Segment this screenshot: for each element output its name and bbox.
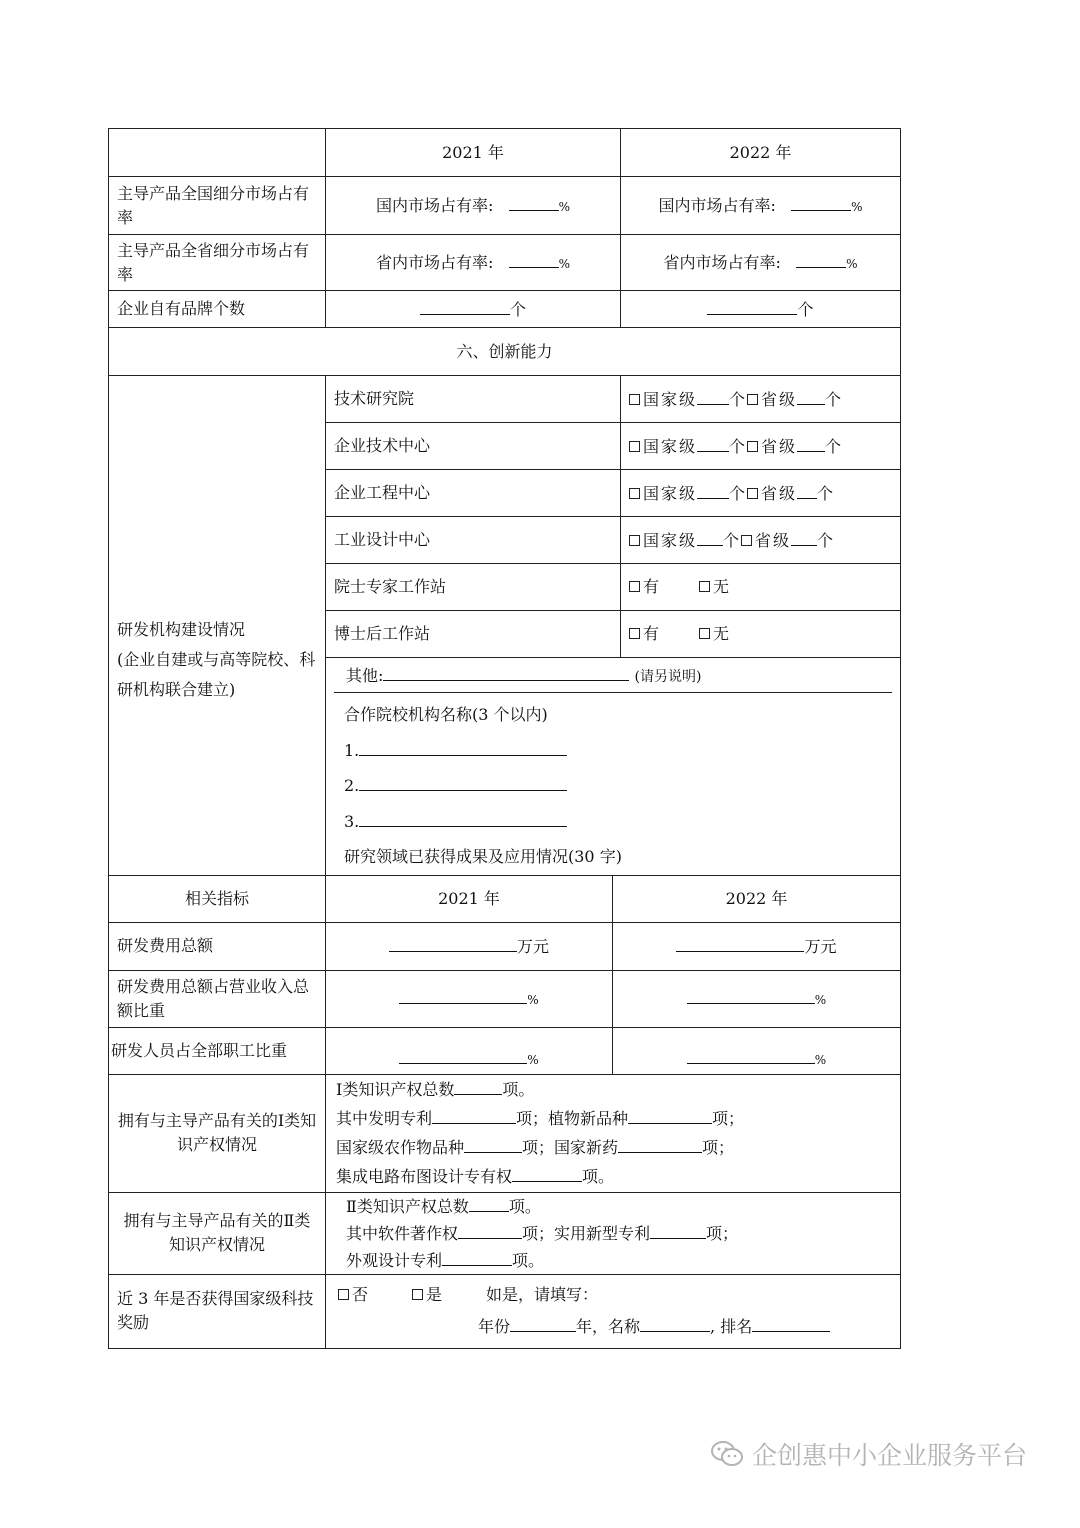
results-label: 研究领域已获得成果及应用情况(30 字) <box>344 847 622 866</box>
checkbox-icon[interactable] <box>629 441 640 452</box>
rd-expense-2021[interactable]: 万元 <box>326 922 613 970</box>
checkbox-icon[interactable] <box>741 535 752 546</box>
rd-ratio-row <box>109 970 901 1027</box>
province-share-2022[interactable]: 省内市场占有率: % <box>621 235 901 291</box>
station-name: 院士专家工作站 <box>326 564 621 611</box>
ip2-details[interactable] <box>326 1192 901 1274</box>
application-form-table <box>108 128 901 1349</box>
indicators-2021: 2021 年 <box>326 875 613 922</box>
brand-count-row <box>109 291 901 328</box>
rd-expense-label: 研发费用总额 <box>109 922 326 970</box>
rd-note: (企业自建或与高等院校、科研机构联合建立) <box>117 650 316 700</box>
rd-institution-row <box>109 376 901 423</box>
rd-ratio-2021[interactable]: % <box>326 970 613 1027</box>
wechat-icon <box>710 1439 744 1469</box>
national-share-label: 主导产品全国细分市场占有率 <box>109 177 326 235</box>
checkbox-icon[interactable] <box>629 394 640 405</box>
ip1-crop[interactable]: 国家级农作物品种 项；国家新药 项； <box>336 1133 892 1162</box>
institution-level-2[interactable]: 国家级 个 省级 个 <box>621 470 901 517</box>
ip2-label: 拥有与主导产品有关的Ⅱ类知识产权情况 <box>109 1192 326 1274</box>
year-2021-header: 2021 年 <box>326 129 621 177</box>
ip2-row <box>109 1192 901 1274</box>
section-title: 六、创新能力 <box>109 328 901 376</box>
ip2-software[interactable]: 其中软件著作权 项；实用新型专利 项； <box>346 1220 892 1247</box>
checkbox-icon[interactable] <box>412 1289 423 1300</box>
checkbox-icon[interactable] <box>338 1289 349 1300</box>
rd-ratio-label: 研发费用总额占营业收入总额比重 <box>109 970 326 1027</box>
institution-level-0[interactable]: 国家级 个 省级 个 <box>621 376 901 423</box>
staff-ratio-label: 研发人员占全部职工比重 <box>109 1027 326 1074</box>
institution-name: 技术研究院 <box>326 376 621 423</box>
award-fill[interactable]: 年份 年，名称 , 排名 <box>338 1311 892 1343</box>
national-share-row <box>109 177 901 235</box>
coop-item-3[interactable]: 3. <box>344 804 882 840</box>
coop-title: 合作院校机构名称(3 个以内) <box>344 705 548 724</box>
award-label: 近 3 年是否获得国家级科技奖励 <box>109 1274 326 1348</box>
ip2-total[interactable]: Ⅱ类知识产权总数 项。 <box>346 1193 892 1220</box>
national-share-2022[interactable]: 国内市场占有率: % <box>621 177 901 235</box>
station-name: 博士后工作站 <box>326 611 621 658</box>
watermark-text: 企创惠中小企业服务平台 <box>752 1441 1028 1470</box>
checkbox-icon[interactable] <box>629 535 640 546</box>
ip1-total[interactable]: Ⅰ类知识产权总数 项。 <box>336 1075 892 1104</box>
year-header-row <box>109 129 901 177</box>
ip2-design[interactable]: 外观设计专利 项。 <box>346 1247 892 1274</box>
coop-item-2[interactable]: 2. <box>344 768 882 804</box>
province-share-label: 主导产品全省细分市场占有率 <box>109 235 326 291</box>
station-status-0[interactable]: 有 无 <box>621 564 901 611</box>
checkbox-icon[interactable] <box>747 441 758 452</box>
indicators-2022: 2022 年 <box>613 875 901 922</box>
coop-section <box>334 693 892 875</box>
brand-count-label: 企业自有品牌个数 <box>109 291 326 328</box>
rd-other-cell <box>326 658 901 876</box>
checkbox-icon[interactable] <box>699 581 710 592</box>
ip1-row <box>109 1074 901 1192</box>
province-share-2021[interactable]: 省内市场占有率: % <box>326 235 621 291</box>
institution-name: 工业设计中心 <box>326 517 621 564</box>
ip1-details[interactable] <box>326 1074 901 1192</box>
indicators-header: 相关指标 <box>109 875 326 922</box>
award-row <box>109 1274 901 1348</box>
station-status-1[interactable]: 有 无 <box>621 611 901 658</box>
staff-ratio-row <box>109 1027 901 1074</box>
rd-ratio-2022[interactable]: % <box>613 970 901 1027</box>
staff-ratio-2021[interactable]: % <box>326 1027 613 1074</box>
award-details[interactable] <box>326 1274 901 1348</box>
ip1-invention[interactable]: 其中发明专利 项；植物新品种 项； <box>336 1104 892 1133</box>
checkbox-icon[interactable] <box>747 488 758 499</box>
brand-count-2021[interactable]: 个 <box>326 291 621 328</box>
ip1-label: 拥有与主导产品有关的Ⅰ类知识产权情况 <box>109 1074 326 1192</box>
coop-item-1[interactable]: 1. <box>344 733 882 769</box>
section-row <box>109 328 901 376</box>
indicators-header-row <box>109 875 901 922</box>
brand-count-2022[interactable]: 个 <box>621 291 901 328</box>
ip1-ic[interactable]: 集成电路布图设计专有权 项。 <box>336 1162 892 1191</box>
rd-expense-2022[interactable]: 万元 <box>613 922 901 970</box>
checkbox-icon[interactable] <box>629 581 640 592</box>
checkbox-icon[interactable] <box>629 628 640 639</box>
checkbox-icon[interactable] <box>747 394 758 405</box>
watermark <box>710 1436 1027 1472</box>
rd-block-label <box>109 376 326 876</box>
national-share-2021[interactable]: 国内市场占有率: % <box>326 177 621 235</box>
institution-name: 企业技术中心 <box>326 423 621 470</box>
checkbox-icon[interactable] <box>629 488 640 499</box>
other-line[interactable]: 其他: (请另说明) <box>334 658 892 693</box>
year-2022-header: 2022 年 <box>621 129 901 177</box>
rd-expense-row <box>109 922 901 970</box>
institution-level-1[interactable]: 国家级 个 省级 个 <box>621 423 901 470</box>
staff-ratio-2022[interactable]: % <box>613 1027 901 1074</box>
province-share-row <box>109 235 901 291</box>
checkbox-icon[interactable] <box>699 628 710 639</box>
institution-name: 企业工程中心 <box>326 470 621 517</box>
institution-level-3[interactable]: 国家级 个 省级 个 <box>621 517 901 564</box>
rd-label: 研发机构建设情况 <box>117 620 246 640</box>
award-choice[interactable]: 否 是 如是，请填写： <box>338 1279 892 1311</box>
